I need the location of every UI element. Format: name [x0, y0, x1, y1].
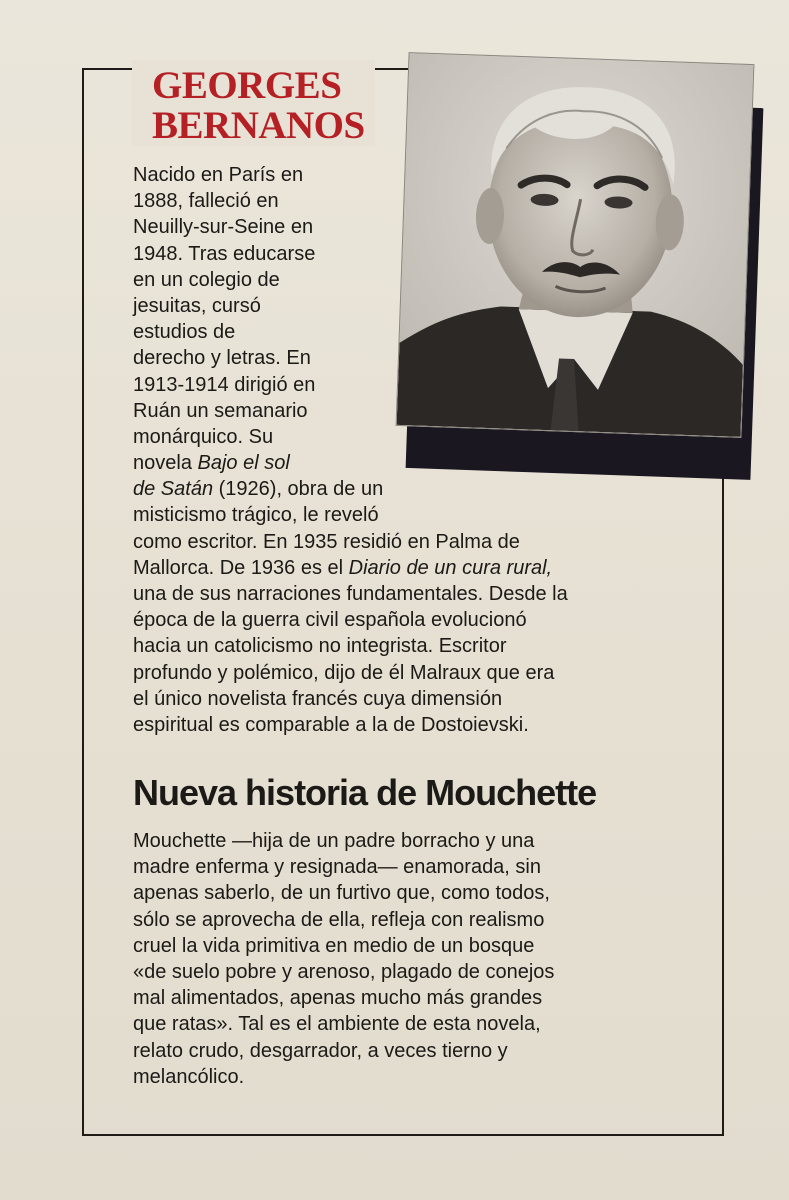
synopsis-line: «de suelo pobre y arenoso, plagado de conejos — [133, 960, 555, 983]
bio-text: jesuitas, cursó — [133, 294, 261, 317]
bio-text: una de sus narraciones fundamentales. Desde la — [133, 583, 568, 605]
synopsis-line: Mouchette —hija de un padre borracho y una — [133, 830, 535, 852]
bio-line — [133, 529, 713, 555]
bio-text: Neuilly-sur-Seine en — [133, 216, 314, 239]
bio-line — [133, 162, 713, 188]
book-title: Nueva historia de Mouchette — [133, 772, 597, 813]
author-last-name: BERNANOS — [152, 104, 365, 147]
bio-text: el único novelista francés cuya dimensión — [133, 687, 503, 710]
bio-book-title: Bajo el sol — [197, 452, 290, 475]
synopsis-line: apenas saberlo, de un furtivo que, como todos, — [133, 882, 550, 905]
bio-line — [133, 241, 713, 267]
synopsis-line: relato crudo, desgarrador, a veces tierno y — [133, 1039, 508, 1062]
bio-text: Nacido en París en — [133, 164, 304, 186]
bio-line — [133, 319, 713, 345]
synopsis-line: madre enferma y resignada— enamorada, sin — [133, 856, 541, 879]
bio-text: novela — [133, 452, 198, 475]
bio-text: derecho y letras. En — [133, 347, 311, 370]
synopsis-line: cruel la vida primitiva en medio de un bosque — [133, 934, 535, 957]
bio-line — [133, 372, 713, 398]
bio-text: 1888, falleció en — [133, 190, 279, 213]
bio-line — [133, 398, 713, 424]
author-name — [132, 60, 375, 146]
bio-line — [133, 633, 713, 659]
synopsis-line: melancólico. — [133, 1065, 245, 1088]
bio-line — [133, 502, 713, 528]
bio-text: Mallorca. De 1936 es el — [133, 556, 349, 579]
author-biography — [133, 162, 713, 738]
bio-text: estudios de — [133, 321, 236, 344]
bio-line — [133, 712, 713, 738]
bio-book-title: Diario de un cura rural, — [348, 556, 553, 579]
bio-text: hacia un catolicismo no integrista. Escritor — [133, 635, 507, 658]
book-synopsis — [133, 828, 713, 1090]
bio-line — [133, 607, 713, 633]
bio-text: (1926), obra de un — [213, 478, 384, 501]
synopsis-line: mal alimentados, apenas mucho más grandes — [133, 987, 543, 1010]
bio-text: 1913-1914 dirigió en — [133, 373, 316, 396]
bio-text: espiritual es comparable a la de Dostoievski. — [133, 713, 529, 736]
bio-text: como escritor. En 1935 residió en Palma de — [133, 530, 520, 553]
author-first-name: GEORGES — [152, 64, 342, 107]
bio-text: profundo y polémico, dijo de él Malraux que era — [133, 661, 555, 684]
bio-line — [133, 293, 713, 319]
bio-line — [133, 450, 713, 476]
bio-text: 1948. Tras educarse — [133, 242, 316, 265]
bio-line — [133, 555, 713, 581]
bio-line — [133, 267, 713, 293]
bio-line — [133, 345, 713, 371]
bio-line — [133, 214, 713, 240]
bio-line — [133, 188, 713, 214]
bio-text: época de la guerra civil española evolucionó — [133, 609, 527, 632]
synopsis-line: que ratas». Tal es el ambiente de esta novela, — [133, 1013, 541, 1036]
bio-text: Ruán un semanario — [133, 399, 308, 422]
bio-text: misticismo trágico, le reveló — [133, 504, 379, 527]
bio-text: en un colegio de — [133, 268, 280, 291]
bio-line — [133, 686, 713, 712]
bio-line — [133, 660, 713, 686]
bio-line — [133, 581, 713, 607]
bio-line — [133, 476, 713, 502]
bio-book-title: de Satán — [133, 478, 214, 501]
bio-line — [133, 424, 713, 450]
synopsis-line: sólo se aprovecha de ella, refleja con realismo — [133, 908, 545, 931]
bio-text: monárquico. Su — [133, 425, 274, 448]
